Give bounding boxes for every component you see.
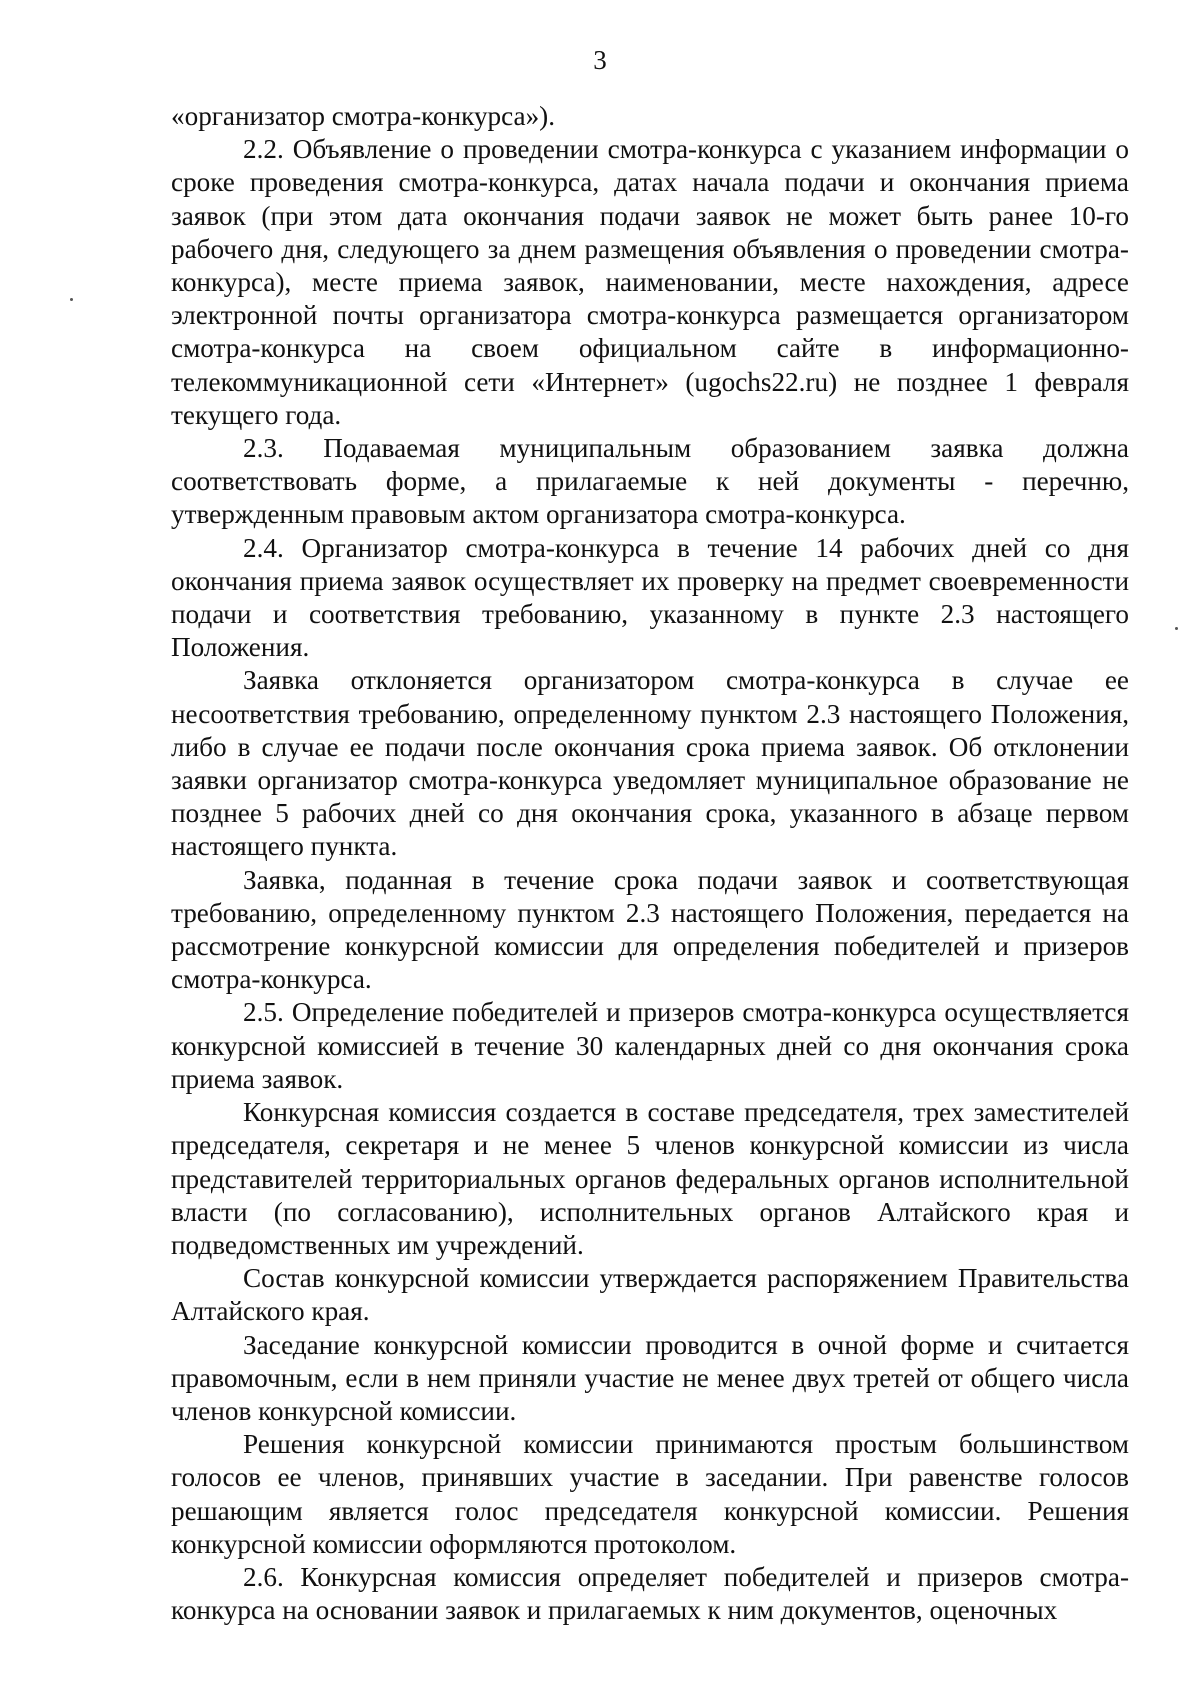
paragraph: 2.6. Конкурсная комиссия определяет победителей и призеров смотра-конкурса на основании заявок и прилагаемых к ним документов, оценочных <box>171 1561 1129 1626</box>
paragraph: «организатор смотра-конкурса»). <box>171 101 556 131</box>
scan-speck <box>1175 627 1178 630</box>
paragraph: Заседание конкурсной комиссии проводится в очной форме и считается правомочным, если в нем приняли участие не менее двух третей от общего числа членов конкурсной комиссии. <box>171 1329 1129 1426</box>
paragraph: Заявка, поданная в течение срока подачи заявок и соответствующая требованию, определенному пунктом 2.3 настоящего Положения, передается на рассмотрение конкурсной комиссии для определения победителей и призеров смотра-конкурса. <box>171 864 1129 995</box>
document-body <box>171 100 1129 1627</box>
scan-speck <box>70 298 73 301</box>
paragraph: 2.4. Организатор смотра-конкурса в течение 14 рабочих дней со дня окончания приема заявок осуществляет их проверку на предмет своевременности подачи и соответствия требованию, указанному в пункте 2.3 настоящего Положения. <box>171 532 1129 663</box>
paragraph: Решения конкурсной комиссии принимаются простым большинством голосов ее членов, принявших участие в заседании. При равенстве голосов решающим является голос председателя конкурсной комиссии. Решения конкурсной комиссии оформляются протоколом. <box>171 1429 1129 1559</box>
paragraph: 2.3. Подаваемая муниципальным образованием заявка должна соответствовать форме, а прилагаемые к ней документы - перечню, утвержденным правовым актом организатора смотра-конкурса. <box>171 433 1129 530</box>
paragraph: 2.5. Определение победителей и призеров смотра-конкурса осуществляется конкурсной комиссией в течение 30 календарных дней со дня окончания срока приема заявок. <box>171 997 1129 1094</box>
paragraph: Состав конкурсной комиссии утверждается распоряжением Правительства Алтайского края. <box>171 1263 1129 1327</box>
paragraph: Конкурсная комиссия создается в составе председателя, трех заместителей председателя, секретаря и не менее 5 членов конкурсной комиссии из числа представителей территориальных органов федеральных органов исполнительной власти (по согласованию), исполнительных органов Алтайского края и подведомственных им учреждений. <box>171 1097 1129 1260</box>
page-number: 3 <box>593 45 607 75</box>
paragraph: 2.2. Объявление о проведении смотра-конкурса с указанием информации о сроке проведения смотра-конкурса, датах начала подачи и окончания приема заявок (при этом дата окончания подачи заявок не может быть ранее 10-го рабочего дня, следующего за днем размещения объявления о проведении смотра-конкурса), месте приема заявок, наименовании, месте нахождения, адресе электронной почты организатора смотра-конкурса размещается организатором смотра-конкурса на своем официальном сайте в информационно-телекоммуникационной сети «Интернет» (ugochs22.ru) не позднее 1 февраля текущего года. <box>171 134 1129 430</box>
paragraph: Заявка отклоняется организатором смотра-конкурса в случае ее несоответствия требованию, определенному пунктом 2.3 настоящего Положения, либо в случае ее подачи после окончания срока приема заявок. Об отклонении заявки организатор смотра-конкурса уведомляет муниципальное образование не позднее 5 рабочих дней со дня окончания срока, указанного в абзаце первом настоящего пункта. <box>171 665 1129 862</box>
